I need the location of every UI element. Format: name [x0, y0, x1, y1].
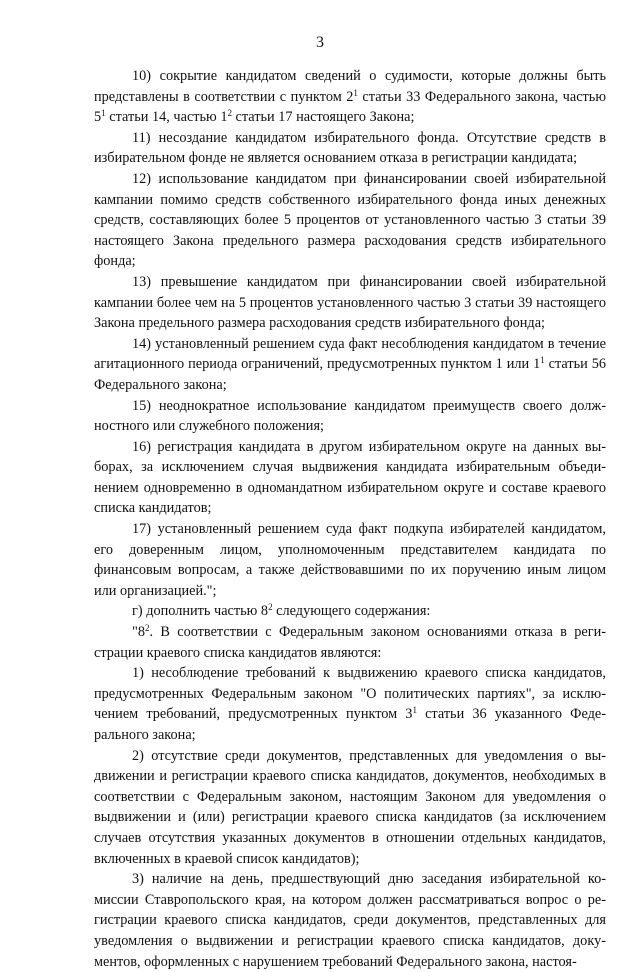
paragraph-q3: [94, 869, 606, 972]
paragraph-q2: [94, 746, 606, 870]
text-segment: 10) сокрытие кандидатом сведений о судимости, которые должны быть представлены в соответствии с пунктом 2: [94, 68, 606, 105]
superscript: 2: [145, 623, 150, 634]
text-segment: следующего содержания:: [272, 603, 431, 620]
text-segment: 13) превышение кандидатом при финансировании своей избирательной кампании более чем на 5 процентов установленного частью 3 статьи 39 настоящего Закона предельного размера расходования средств избирательного фонда;: [94, 273, 606, 332]
superscript: 2: [227, 108, 232, 119]
paragraph-p10: [94, 66, 606, 128]
paragraph-p11: [94, 128, 606, 169]
paragraph-p14: [94, 334, 606, 396]
text-segment: 12) использование кандидатом при финансировании своей избирательной кампании помимо средств собственного избирательного фонда иных денежных средств, составляющих более 5 процентов от установленного частью 3 статьи 39 настоящего Закона предельного размера расходования средств избирательного фонда;: [94, 170, 606, 270]
text-segment: 3) наличие на день, предшествующий дню заседания избирательной комиссии Ставропольского края, на котором должен рассматриваться вопрос о регистрации краевого списка кандидатов, среди документов, представленных для уведомления о выдвижении и регистрации краевого списка кандидатов, документов, оформленных с нарушением требований Федерального закона, настоя-: [94, 871, 606, 970]
text-segment: статьи 33 Федерального закона, частью 5: [94, 88, 606, 126]
text-segment: 14) установленный решением суда факт несоблюдения кандидатом в течение агитационного периода ограничений, предусмотренных пунктом 1 или 1: [94, 335, 606, 373]
paragraph-p13: [94, 272, 606, 334]
text-segment: "8: [132, 624, 145, 641]
text-segment: . В соответствии с Федеральным законом основаниями отказа в регистрации краевого списка кандидатов являются:: [94, 624, 606, 661]
text-segment: статьи 56 Федерального закона;: [94, 356, 607, 393]
text-segment: 11) несоздание кандидатом избирательного фонда. Отсутствие средств в избирательном фонде не является основанием отказа в регистрации кандидата;: [94, 129, 606, 167]
superscript: 1: [540, 355, 545, 366]
text-segment: г) дополнить частью 8: [132, 603, 269, 620]
text-segment: 15) неоднократное использование кандидатом преимуществ своего должностного или служебного положения;: [94, 397, 606, 435]
text-segment: статьи 17 настоящего Закона;: [231, 109, 415, 126]
text-segment: 16) регистрация кандидата в другом избирательном округе на данных выборах, за исключением случая выдвижения кандидата избирательным объединением одновременно в одномандатном избирательном округе и составе краевого списка кандидатов;: [94, 438, 606, 517]
paragraph-p12: [94, 169, 606, 272]
text-segment: 1) несоблюдение требований к выдвижению краевого списка кандидатов, предусмотренных Федеральным законом "О политических партиях", за исключением требований, предусмотренных пунктом 3: [94, 665, 606, 723]
paragraph-p82: [94, 622, 606, 663]
paragraph-q1: [94, 663, 606, 745]
superscript: 1: [412, 705, 417, 716]
paragraph-p16: [94, 437, 606, 519]
text-segment: статьи 36 указанного Федерального закона;: [94, 706, 606, 743]
paragraph-p17: [94, 519, 606, 601]
page-number: 3: [316, 34, 324, 51]
paragraph-p15: [94, 396, 606, 437]
superscript: 1: [101, 108, 106, 119]
text-segment: 17) установленный решением суда факт подкупа избирателей кандидатом, его доверенным лицом, уполномоченным представителем кандидата по финансовым вопросам, а также действовавшими по их поручению иным лицом или организацией.";: [94, 521, 606, 599]
superscript: 2: [268, 602, 273, 613]
paragraph-pg: [94, 601, 606, 622]
superscript: 1: [353, 87, 358, 98]
text-segment: статьи 14, частью 1: [105, 109, 228, 126]
text-segment: 2) отсутствие среди документов, представленных для уведомления о выдвижении и регистрации краевого списка кандидатов, документов, необходимых в соответствии с Федеральным законом, настоящим Законом для уведомления о выдвижении и (или) регистрации краевого списка кандидатов (за исключением случаев отсутствия указанных документов в отношении отдельных кандидатов, включенных в краевой список кандидатов);: [94, 747, 606, 867]
document-body: [94, 66, 606, 972]
